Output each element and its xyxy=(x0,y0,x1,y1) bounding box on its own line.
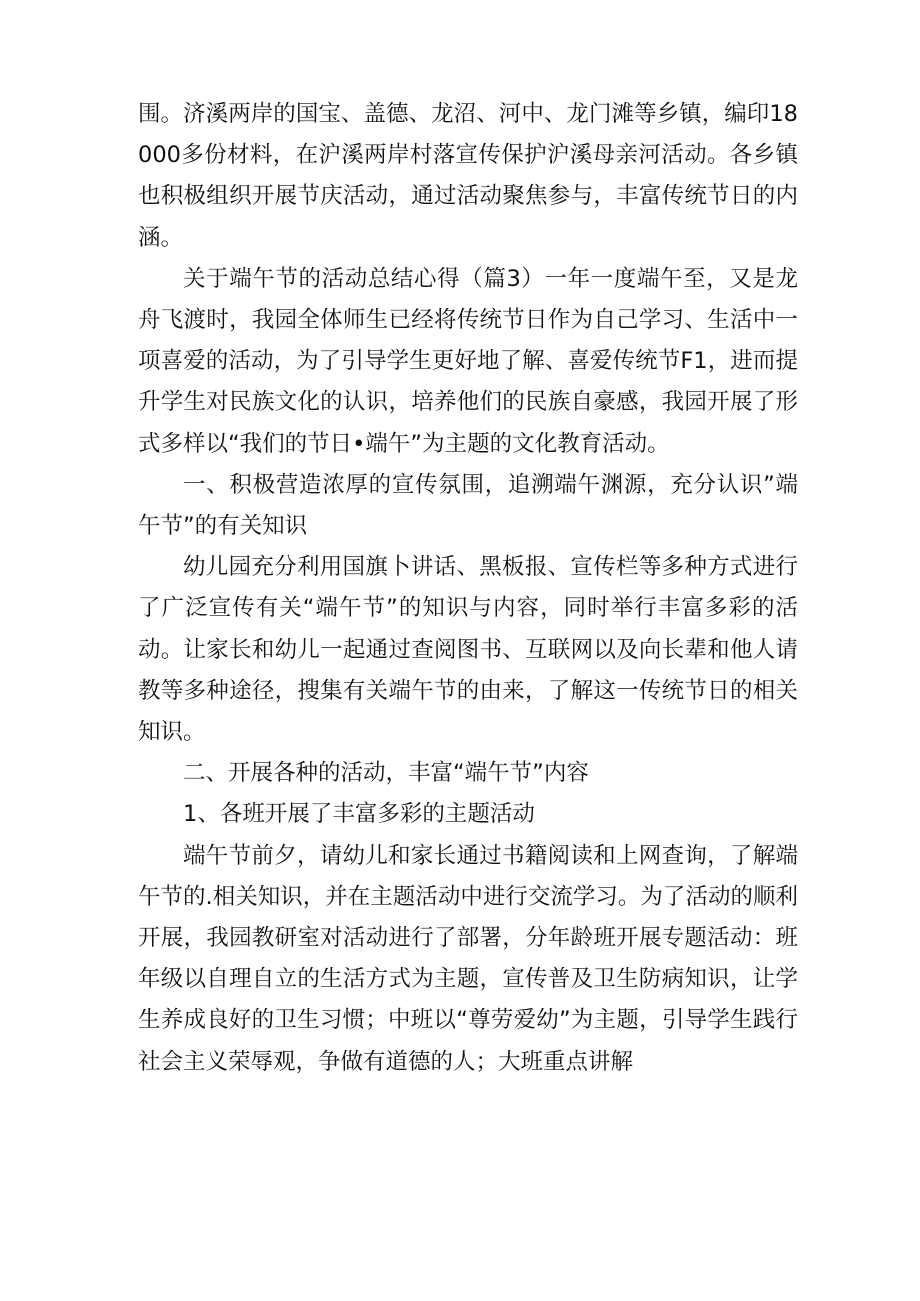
paragraph-4: 端午节前夕，请幼儿和家长通过书籍阅读和上网查询，了解端午节的.相关知识，并在主题活动中进行交流学习。为了活动的顺利开展，我园教研室对活动进行了部署，分年龄班开展专题活动：班年级以自理自立的生活方式为主题，宣传普及卫生防病知识，让学生养成良好的卫生习惯；中班以“尊劳爱幼”为主题，引导学生践行社会主义荣辱观，争做有道德的人；大班重点讲解 xyxy=(138,842,798,1075)
paragraph-1: 围。济溪两岸的国宝、盖德、龙沼、河中、龙门滩等乡镇，编印18000多份材料，在沪溪两岸村落宣传保护沪溪母亲河活动。各乡镇也积极组织开展节庆活动，通过活动聚焦参与，丰富传统节日的内涵。 xyxy=(138,101,798,251)
document-body xyxy=(138,94,798,1083)
section-heading-1: 一、积极营造浓厚的宣传氛围，追溯端午渊源，充分认识”端午节”的有关知识 xyxy=(138,471,798,540)
subsection-heading-1: 1、各班开展了丰富多彩的主题活动 xyxy=(183,801,535,828)
paragraph-3: 幼儿园充分利用国旗卜讲话、黑板报、宣传栏等多种方式进行了广泛宣传有关“端午节”的知识与内容，同时举行丰富多彩的活动。让家长和幼儿一起通过查阅图书、互联网以及向长辈和他人请教等多种途径，搜集有关端午节的由来，了解这一传统节日的相关知识。 xyxy=(138,554,798,746)
section-heading-2: 二、开展各种的活动，丰富“端午节”内容 xyxy=(183,760,589,787)
paragraph-2: 关于端午节的活动总结心得（篇3）一年一度端午至，又是龙舟飞渡时，我园全体师生已经将传统节日作为自己学习、生活中一项喜爱的活动，为了引导学生更好地了解、喜爱传统节F1，进而提升学生对民族文化的认识，培养他们的民族自豪感，我园开展了形式多样以“我们的节日•端午”为主题的文化教育活动。 xyxy=(138,265,798,457)
